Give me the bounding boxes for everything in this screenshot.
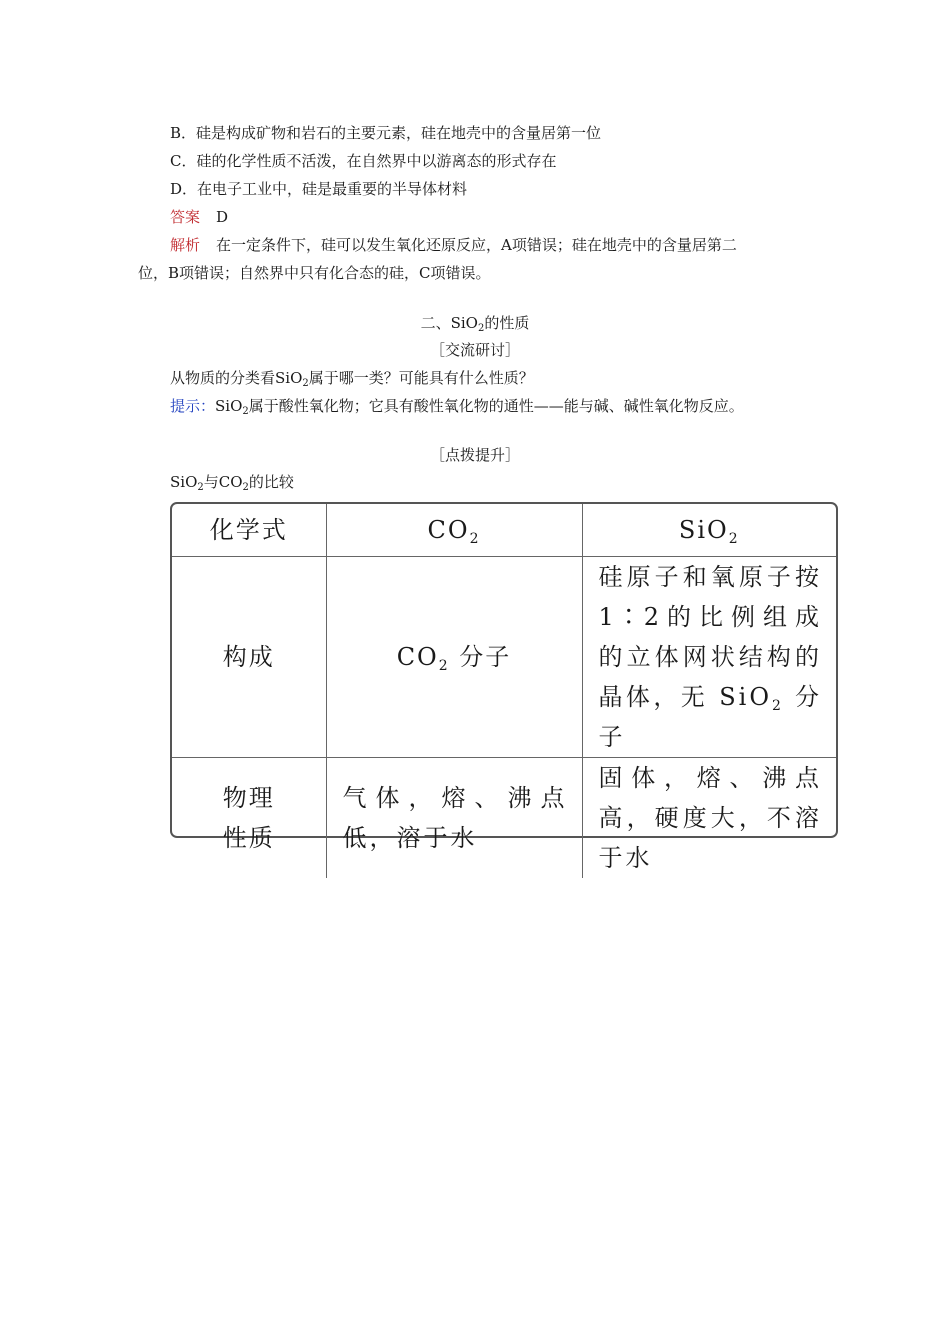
analysis-line-1 [170, 235, 737, 255]
discussion-heading: ［交流研讨］ [429, 341, 520, 359]
option-d: D．在电子工业中，硅是最重要的半导体材料 [170, 180, 468, 198]
table-header-row [172, 504, 836, 556]
compare-caption: SiO$_2$与$CO_2$的比较 [170, 473, 294, 493]
cell-sio2-composition: 硅原子和氧原子按1∶2的比例组成的立体网状结构的晶体，无 SiO$_2$ 分子 [582, 556, 836, 757]
analysis-text-1: 在一定条件下，硅可以发生氧化还原反应，A项错误；硅在地壳中的含量居第二 [216, 236, 737, 254]
answer-label: 答案 [170, 208, 201, 226]
comparison-table [170, 502, 838, 872]
cell-co2-physical: 气体，熔、沸点低，溶于水 [326, 757, 582, 878]
tip-heading: ［点拨提升］ [429, 446, 520, 464]
option-c: C．硅的化学性质不活泼，在自然界中以游离态的形式存在 [170, 152, 557, 170]
section-title: 二、SiO$_2$的性质 [420, 314, 530, 334]
hint-line: 提示：SiO$_2$属于酸性氧化物；它具有酸性氧化物的通性——能与碱、碱性氧化物反应。 [170, 397, 744, 417]
answer-line [170, 207, 228, 227]
cell-sio2-physical: 固体，熔、沸点高，硬度大，不溶于水 [582, 757, 836, 878]
option-b: B．硅是构成矿物和岩石的主要元素，硅在地壳中的含量居第一位 [170, 124, 602, 142]
answer-value: D [216, 208, 229, 226]
analysis-line-2: 位，B项错误；自然界中只有化合态的硅，C项错误。 [138, 264, 491, 282]
row-label-composition: 构成 [172, 556, 326, 757]
cell-co2-composition: $CO_2$ 分子 [326, 556, 582, 757]
analysis-label: 解析 [170, 236, 201, 254]
discussion-question: 从物质的分类看SiO$_2$属于哪一类？可能具有什么性质？ [170, 369, 534, 389]
hint-label: 提示： [170, 397, 216, 415]
table-row [172, 556, 836, 757]
header-sio2: SiO$_2$ [582, 504, 836, 556]
header-co2: $CO_2$ [326, 504, 582, 556]
row-label-physical: 物理 性质 [172, 757, 326, 878]
header-formula: 化学式 [172, 504, 326, 556]
table-row [172, 757, 836, 878]
